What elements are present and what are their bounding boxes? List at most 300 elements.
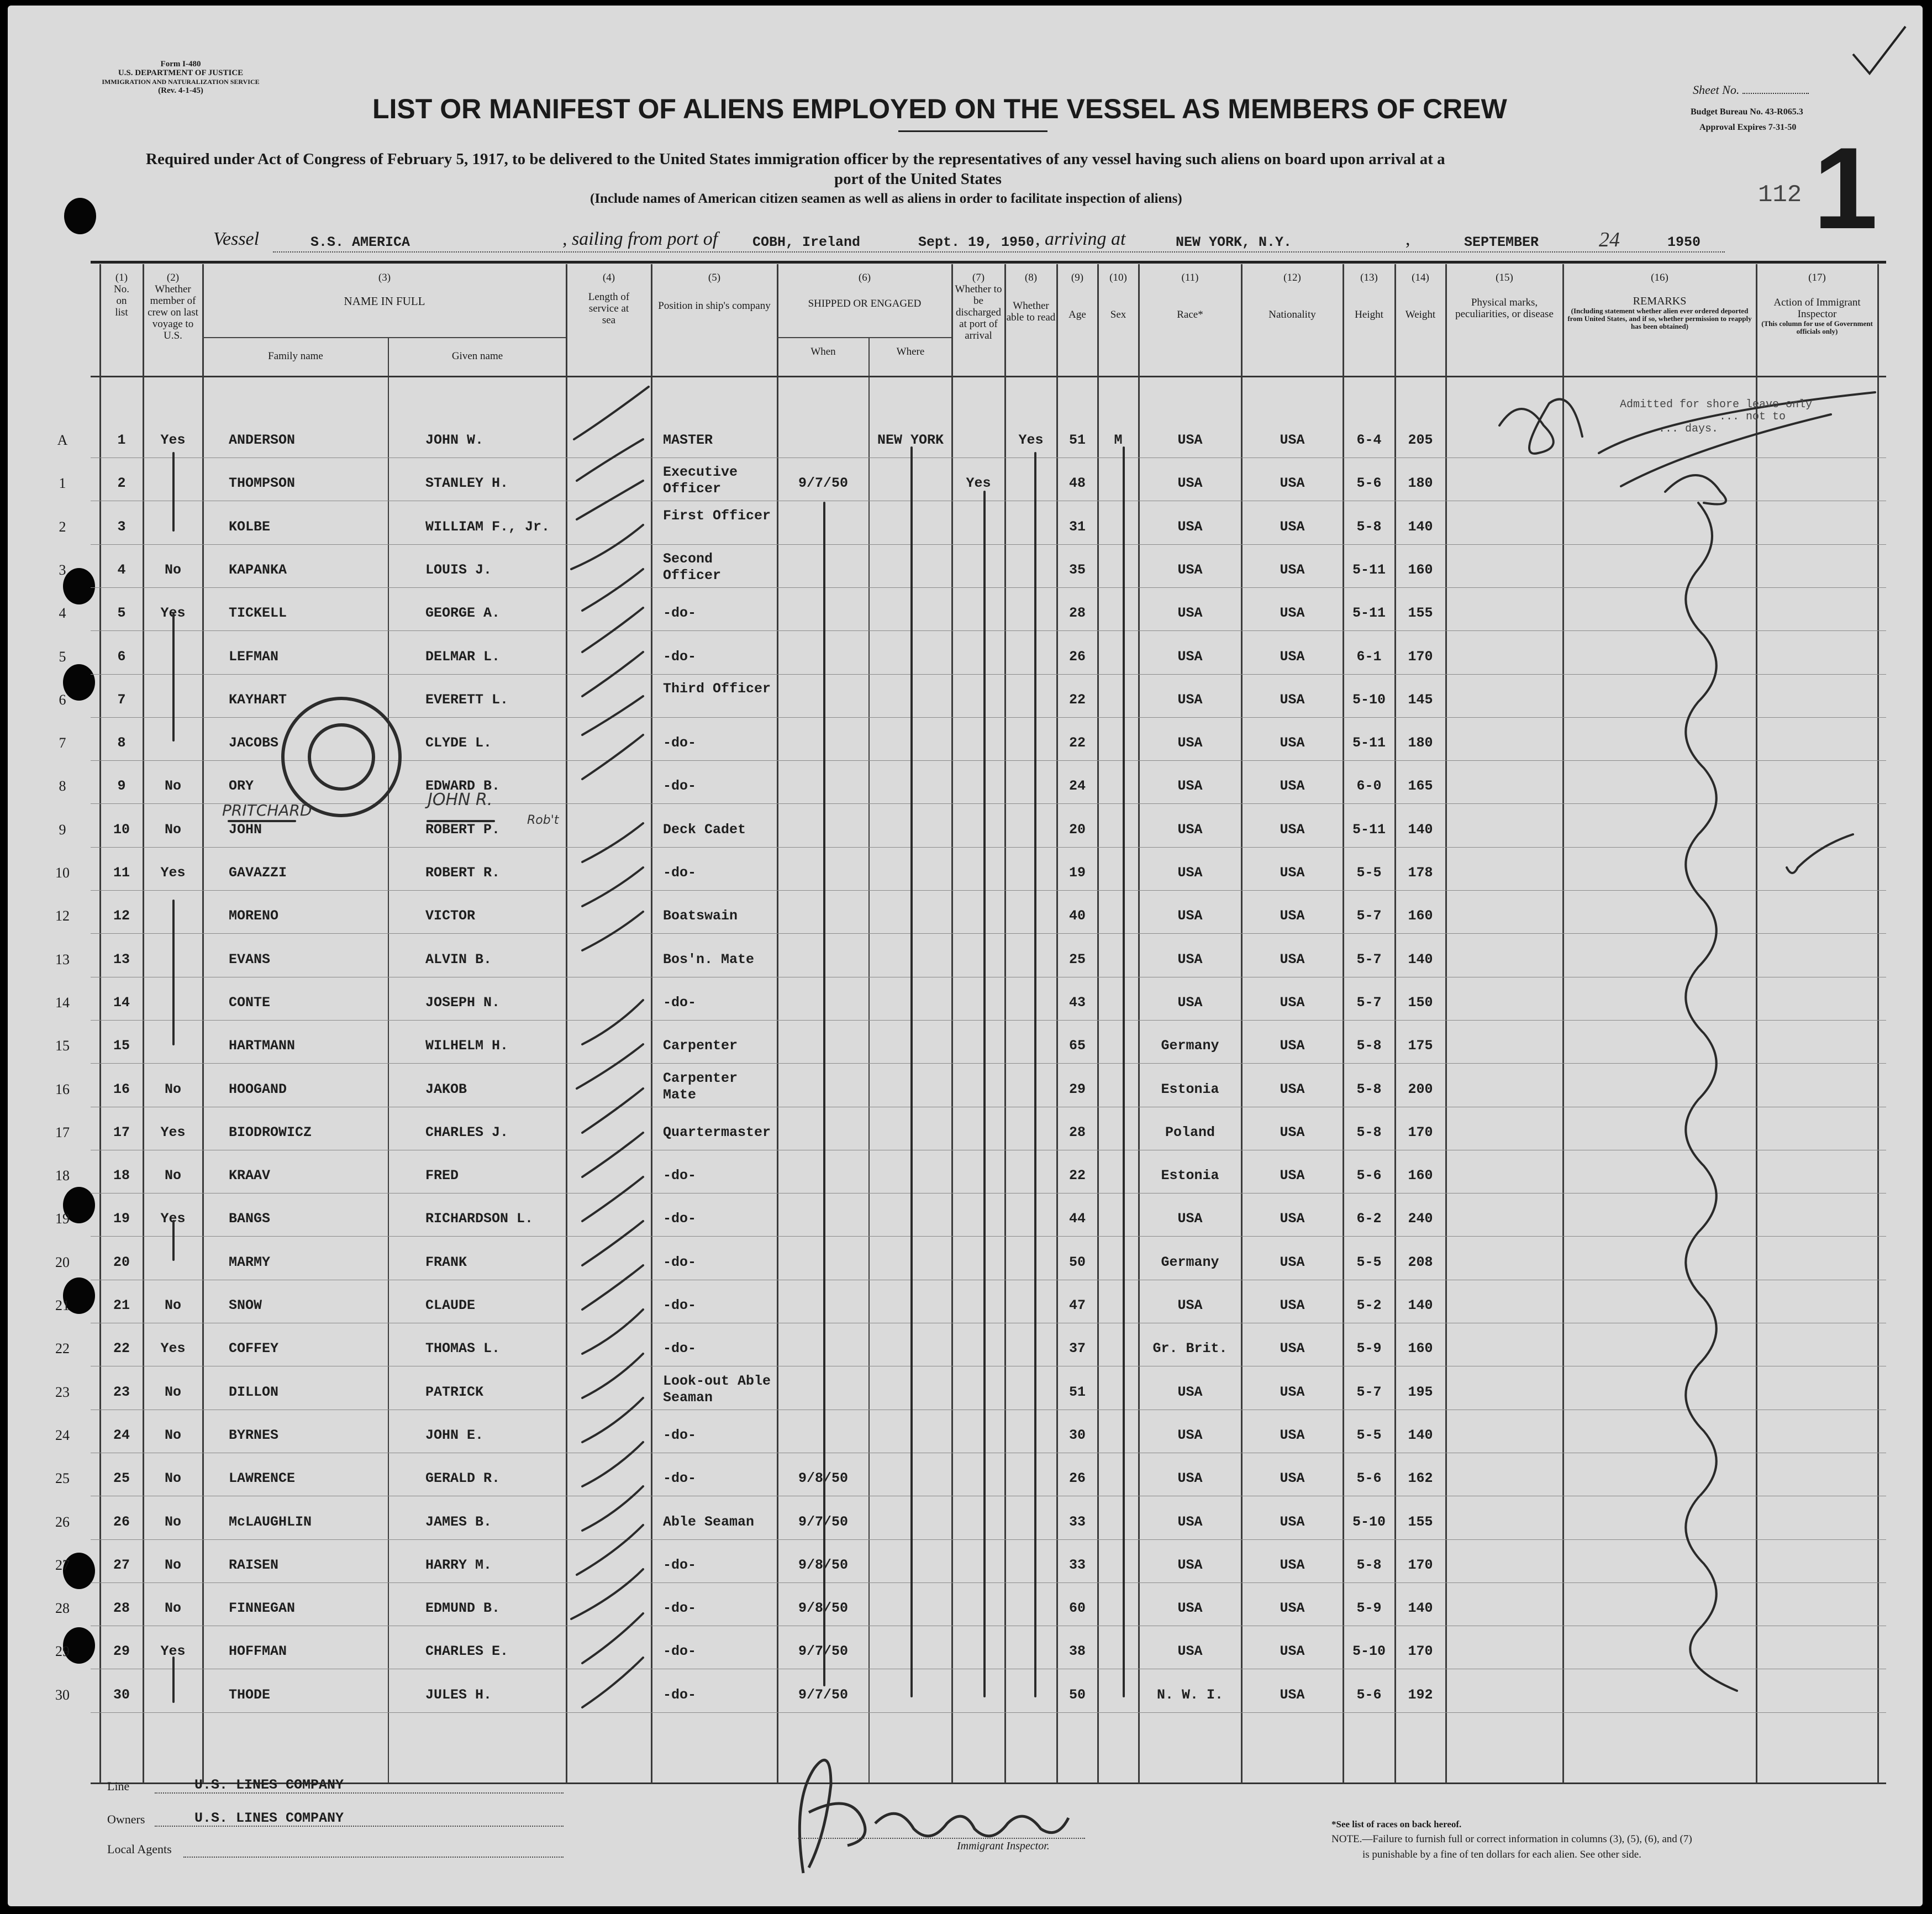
cell-race: USA [1177,865,1203,881]
cell-age: 22 [1068,735,1086,751]
col7-title: Whether to be discharged at port of arrival [955,283,1002,341]
cell-last: Yes [160,1340,186,1357]
cell-wt: 160 [1408,1340,1433,1357]
inspector-signature [770,1735,1080,1901]
cell-pos: -do- [663,1427,697,1443]
cell-pos: -do- [663,735,697,751]
cell-wt: 140 [1408,1427,1433,1443]
cell-family: McLAUGHLIN [229,1513,312,1530]
cell-pos: -do- [663,1686,697,1703]
cell-race: USA [1177,1427,1203,1443]
col16-subtitle: (Including statement whether alien ever ordered deported from United States, and if so, whether permission to reapply has been obtained) [1567,307,1752,330]
cell-family: JACOBS [229,735,279,751]
vessel-label: Vessel [213,229,260,249]
budget-bureau: Budget Bureau No. 43-R065.3 [1691,107,1803,117]
cell-race: Germany [1161,1254,1219,1270]
cell-age: 60 [1068,1600,1086,1617]
cell-nat: USA [1280,735,1305,751]
cell-race: USA [1177,994,1203,1011]
cell-given: VICTOR [425,908,476,924]
cell-wt: 145 [1408,691,1433,708]
cell-given: ROBERT P. [425,821,501,838]
cell-no: 14 [113,994,130,1011]
cell-age: 40 [1068,908,1086,924]
cell-age: 37 [1068,1340,1086,1357]
cell-family: BANGS [229,1211,271,1227]
cell-no: 3 [117,518,126,535]
cell-margin: 6 [59,691,66,708]
cell-age: 19 [1068,865,1086,881]
inspector-underline [798,1838,1085,1839]
cell-ht: 5-11 [1352,735,1386,751]
subtitle-line-2: port of the United States [834,170,1002,188]
cell-nat: USA [1280,1427,1305,1443]
col5-number: (5) [708,272,721,283]
cell-nat: USA [1280,1600,1305,1617]
cell-nat: USA [1280,518,1305,535]
cell-age: 22 [1068,1168,1086,1184]
cell-given: JOHN E. [425,1427,484,1443]
cell-no: 22 [113,1340,130,1357]
cell-when: 9/8/50 [798,1600,848,1617]
cell-wt: 165 [1408,778,1433,795]
cell-nat: USA [1280,908,1305,924]
cell-last: No [164,1470,181,1487]
cell-wt: 178 [1408,865,1433,881]
cell-no: 5 [117,605,126,622]
col14-number: (14) [1412,272,1429,283]
cell-given: FRED [425,1168,459,1184]
cell-race: USA [1177,605,1203,622]
cell-no: 24 [113,1427,130,1443]
col17-subtitle: (This column for use of Government officials only) [1761,319,1873,335]
cell-family: EVANS [229,951,271,967]
cell-last: Yes [160,1643,186,1660]
col6a-header: When [810,346,836,357]
cell-family: ANDERSON [229,432,296,448]
cell-no: 12 [113,908,130,924]
cell-nat: USA [1280,432,1305,448]
col4-title: Length of service at sea [588,291,630,326]
cell-no: 25 [113,1470,130,1487]
cell-no: 19 [113,1211,130,1227]
cell-margin: 8 [59,778,66,795]
arriving-label: , arriving at [1035,229,1126,249]
cell-family: THOMPSON [229,475,296,492]
cell-last: Yes [160,1211,186,1227]
cell-pos: -do- [663,1211,697,1227]
cell-given: ALVIN B. [425,951,492,967]
cell-family: BYRNES [229,1427,279,1443]
cell-pos: -do- [663,1643,697,1660]
col15-number: (15) [1496,272,1513,283]
cell-given: CLYDE L. [425,735,492,751]
cell-nat: USA [1280,1297,1305,1313]
cell-last: No [164,1297,181,1313]
remarks-note [1620,399,1812,435]
cell-given: WILHELM H. [425,1038,509,1054]
remarks-note-line-3: ... days. [1659,423,1719,435]
cell-wt: 208 [1408,1254,1433,1270]
cell-given: GERALD R. [425,1470,501,1487]
cell-given: JAKOB [425,1081,467,1097]
form-revision: (Rev. 4-1-45) [158,86,203,95]
cell-age: 26 [1068,648,1086,665]
cell-given: CHARLES J. [425,1124,509,1140]
cell-no: 17 [113,1124,130,1140]
cell-given: FRANK [425,1254,467,1270]
cell-nat: USA [1280,561,1305,578]
cell-last: No [164,778,181,795]
cell-margin: 7 [59,735,66,751]
cell-ht: 5-5 [1356,865,1382,881]
cell-family: HARTMANN [229,1038,296,1054]
cell-ht: 5-11 [1352,605,1386,622]
col4-number: (4) [602,272,615,283]
cell-wt: 160 [1408,908,1433,924]
cell-no: 13 [113,951,130,967]
arrival-comma: , [1405,229,1410,249]
cell-margin: 26 [55,1513,70,1530]
cell-no: 10 [113,821,130,838]
footer-line-label: Line [107,1779,130,1793]
cell-last: No [164,1600,181,1617]
col8-number: (8) [1024,272,1038,283]
col10-number: (10) [1109,272,1127,283]
cell-wt: 180 [1408,735,1433,751]
cell-pos: -do- [663,605,697,622]
cell-margin: 24 [55,1427,70,1443]
cell-given: ROBERT R. [425,865,501,881]
col16-title: REMARKS [1633,295,1687,307]
cell-family: TICKELL [229,605,287,622]
cell-pos: -do- [663,1168,697,1184]
cell-age: 31 [1068,518,1086,535]
cell-pos: -do- [663,1557,697,1573]
cell-when: 9/7/50 [798,1643,848,1660]
cell-family: HOFFMAN [229,1643,287,1660]
cell-age: 50 [1068,1686,1086,1703]
footer-note-1: *See list of races on back hereof. [1331,1819,1462,1829]
cell-race: Estonia [1161,1168,1219,1184]
arrival-month: SEPTEMBER [1464,234,1539,250]
cell-race: USA [1177,1557,1203,1573]
cell-read: Yes [1018,432,1044,448]
footer-owners-label: Owners [107,1812,145,1826]
cell-where: NEW YORK [877,432,944,448]
cell-ht: 6-4 [1356,432,1382,448]
cell-age: 26 [1068,1470,1086,1487]
col6-number: (6) [858,272,871,283]
cell-given: THOMAS L. [425,1340,501,1357]
cell-margin: 20 [55,1254,70,1270]
cell-nat: USA [1280,1038,1305,1054]
cell-race: USA [1177,1297,1203,1313]
sailing-date: Sept. 19, 1950 [918,234,1035,250]
cell-age: 33 [1068,1513,1086,1530]
cell-no: 8 [117,735,126,751]
footer-owners-value: U.S. LINES COMPANY [194,1810,344,1826]
correction-given: JOHN R. [428,790,493,809]
cell-margin: 22 [55,1340,70,1357]
cell-given: CHARLES E. [425,1643,509,1660]
cell-no: 28 [113,1600,130,1617]
cell-wt: 170 [1408,1643,1433,1660]
cell-race: USA [1177,908,1203,924]
cell-no: 4 [117,561,126,578]
cell-margin: 19 [55,1211,70,1227]
cell-nat: USA [1280,1470,1305,1487]
cell-race: USA [1177,1470,1203,1487]
cell-race: USA [1177,648,1203,665]
cell-disch: Yes [966,475,991,492]
cell-given: WILLIAM F., Jr. [425,518,550,535]
cell-pos: Bos'n. Mate [663,951,755,967]
cell-family: LAWRENCE [229,1470,296,1487]
col15-title: Physical marks, peculiarities, or disease [1455,297,1554,320]
cell-nat: USA [1280,1168,1305,1184]
col8-title: Whether able to read [1006,300,1056,323]
cell-wt: 160 [1408,561,1433,578]
cell-margin: 4 [59,605,66,622]
cell-family: KOLBE [229,518,271,535]
cell-pos: -do- [663,865,697,881]
cell-ht: 6-0 [1356,778,1382,795]
cell-age: 22 [1068,691,1086,708]
cell-last: No [164,1081,181,1097]
cell-no: 9 [117,778,126,795]
cell-race: USA [1177,691,1203,708]
cell-family: THODE [229,1686,271,1703]
remarks-note-line-1: Admitted for shore leave only [1620,398,1813,411]
cell-no: 1 [117,432,126,448]
page-title: LIST OR MANIFEST OF ALIENS EMPLOYED ON THE VESSEL AS MEMBERS OF CREW [372,93,1507,124]
cell-given: JAMES B. [425,1513,492,1530]
cell-no: 16 [113,1081,130,1097]
cell-ht: 5-6 [1356,475,1382,492]
cell-wt: 240 [1408,1211,1433,1227]
cell-family: CONTE [229,994,271,1011]
cell-family: LEFMAN [229,648,279,665]
cell-family: GAVAZZI [229,865,287,881]
cell-margin: 1 [59,475,66,492]
cell-age: 28 [1068,1124,1086,1140]
cell-margin: 3 [59,561,66,578]
cell-no: 15 [113,1038,130,1054]
col6b-header: Where [896,346,925,357]
cell-pos: Executive Officer [663,464,738,497]
cell-given: JULES H. [425,1686,492,1703]
cell-ht: 5-2 [1356,1297,1382,1313]
cell-family: JOHN [229,821,262,838]
cell-ht: 5-9 [1356,1340,1382,1357]
cell-given: RICHARDSON L. [425,1211,534,1227]
cell-age: 35 [1068,561,1086,578]
cell-family: ORY [229,778,254,795]
cell-race: N. W. I. [1156,1686,1224,1703]
sheet-number-big: 1 [1813,123,1878,253]
cell-no: 6 [117,648,126,665]
cell-no: 27 [113,1557,130,1573]
cell-given: JOHN W. [425,432,484,448]
cell-margin: 17 [55,1124,70,1140]
cell-nat: USA [1280,691,1305,708]
cell-pos: -do- [663,778,697,795]
cell-last: Yes [160,1124,186,1140]
cell-pos: -do- [663,1470,697,1487]
cell-race: USA [1177,518,1203,535]
cell-wt: 205 [1408,432,1433,448]
cell-ht: 5-7 [1356,994,1382,1011]
col11-number: (11) [1181,272,1199,283]
cell-wt: 155 [1408,605,1433,622]
cell-ht: 6-1 [1356,648,1382,665]
cell-nat: USA [1280,648,1305,665]
cell-ht: 5-8 [1356,1557,1382,1573]
cell-last: No [164,1427,181,1443]
col16-number: (16) [1651,272,1668,283]
cell-given: STANLEY H. [425,475,509,492]
cell-margin: 25 [55,1470,70,1487]
cell-wt: 140 [1408,1600,1433,1617]
cell-ht: 5-5 [1356,1254,1382,1270]
cell-family: MORENO [229,908,279,924]
cell-given: GEORGE A. [425,605,501,622]
cell-nat: USA [1280,951,1305,967]
cell-pos: Able Seaman [663,1513,755,1530]
cell-wt: 160 [1408,1168,1433,1184]
cell-given: HARRY M. [425,1557,492,1573]
col14-title: Weight [1405,309,1436,320]
cell-family: SNOW [229,1297,262,1313]
cell-family: MARMY [229,1254,271,1270]
cell-pos: Carpenter [663,1038,738,1054]
cell-ht: 5-8 [1356,1038,1382,1054]
cell-no: 11 [113,865,130,881]
cell-pos: -do- [663,994,697,1011]
cell-ht: 5-7 [1356,1384,1382,1400]
cell-family: BIODROWICZ [229,1124,312,1140]
cell-margin: 5 [59,648,66,665]
cell-pos: First Officer [663,507,771,524]
cell-given: EDWARD B. [425,778,501,795]
cell-pos: -do- [663,648,697,665]
cell-ht: 5-10 [1352,691,1386,708]
cell-nat: USA [1280,1643,1305,1660]
cell-margin: 21 [55,1297,70,1313]
col5-title: Position in ship's company [658,300,771,312]
cell-race: USA [1177,1513,1203,1530]
departure-port: COBH, Ireland [752,234,861,250]
col17-title: Action of Immigrant Inspector [1773,297,1861,320]
arrival-port: NEW YORK, N.Y. [1176,234,1292,250]
col1-title: No. on list [114,283,129,318]
cell-wt: 140 [1408,518,1433,535]
cell-age: 51 [1068,1384,1086,1400]
cell-nat: USA [1280,605,1305,622]
correction-given-abbrev: Rob't [527,813,559,827]
cell-ht: 5-8 [1356,1081,1382,1097]
cell-sex: M [1114,432,1123,448]
cell-margin: 15 [55,1038,70,1054]
cell-ht: 5-9 [1356,1600,1382,1617]
cell-race: USA [1177,432,1203,448]
cell-wt: 170 [1408,648,1433,665]
cell-nat: USA [1280,1340,1305,1357]
col2-title: Whether member of crew on last voyage to U.S. [148,283,198,341]
col9-number: (9) [1071,272,1084,283]
cell-wt: 140 [1408,951,1433,967]
cell-margin: 23 [55,1384,70,1400]
cell-last: No [164,1513,181,1530]
cell-wt: 200 [1408,1081,1433,1097]
cell-ht: 5-10 [1352,1513,1386,1530]
subtitle-line-1: Required under Act of Congress of February 5, 1917, to be delivered to the United States immigration officer by the representatives of any vessel having such aliens on board upon arrival at a [146,150,1445,168]
cell-pos: Deck Cadet [663,821,746,838]
cell-margin: 10 [55,865,70,881]
cell-nat: USA [1280,1211,1305,1227]
col17-number: (17) [1808,272,1826,283]
cell-pos: Third Officer [663,680,771,697]
footer-underline-3 [183,1857,564,1858]
col3b-header: Given name [451,350,503,362]
cell-wt: 162 [1408,1470,1433,1487]
cell-race: USA [1177,735,1203,751]
cell-race: Gr. Brit. [1152,1340,1228,1357]
col2-number: (2) [166,272,180,283]
cell-margin: 16 [55,1081,70,1097]
cell-age: 33 [1068,1557,1086,1573]
cell-nat: USA [1280,865,1305,881]
cell-given: EDMUND B. [425,1600,501,1617]
cell-wt: 192 [1408,1686,1433,1703]
inspector-label: Immigrant Inspector. [957,1840,1050,1852]
form-service: IMMIGRATION AND NATURALIZATION SERVICE [102,78,260,86]
col12-title: Nationality [1268,309,1316,320]
cell-family: HOOGAND [229,1081,287,1097]
cell-last: Yes [160,605,186,622]
cell-race: Poland [1165,1124,1215,1140]
subtitle-line-3: (Include names of American citizen seamen as well as aliens in order to facilitate inspection of aliens) [590,191,1182,206]
col1-number: (1) [115,272,128,283]
cell-family: COFFEY [229,1340,279,1357]
col7-number: (7) [972,272,985,283]
cell-nat: USA [1280,1254,1305,1270]
cell-when: 9/8/50 [798,1557,848,1573]
cell-last: No [164,561,181,578]
col13-number: (13) [1360,272,1378,283]
cell-age: 30 [1068,1427,1086,1443]
cell-margin: 29 [55,1643,70,1660]
cell-pos: Quartermaster [663,1124,771,1140]
sheet-no-label: Sheet No. [1693,83,1740,97]
col3a-header: Family name [268,350,323,362]
cell-family: KAYHART [229,691,287,708]
cell-when: 9/7/50 [798,475,848,492]
cell-wt: 180 [1408,475,1433,492]
col10-title: Sex [1110,309,1126,320]
cell-margin: 28 [55,1600,70,1617]
cell-margin: 2 [59,518,66,535]
form-number: Form I-480 [160,60,201,69]
cell-nat: USA [1280,778,1305,795]
cell-ht: 5-6 [1356,1168,1382,1184]
cell-age: 24 [1068,778,1086,795]
cell-when: 9/7/50 [798,1686,848,1703]
cell-margin: 14 [55,994,70,1011]
cell-pos: -do- [663,1340,697,1357]
cell-given: DELMAR L. [425,648,501,665]
